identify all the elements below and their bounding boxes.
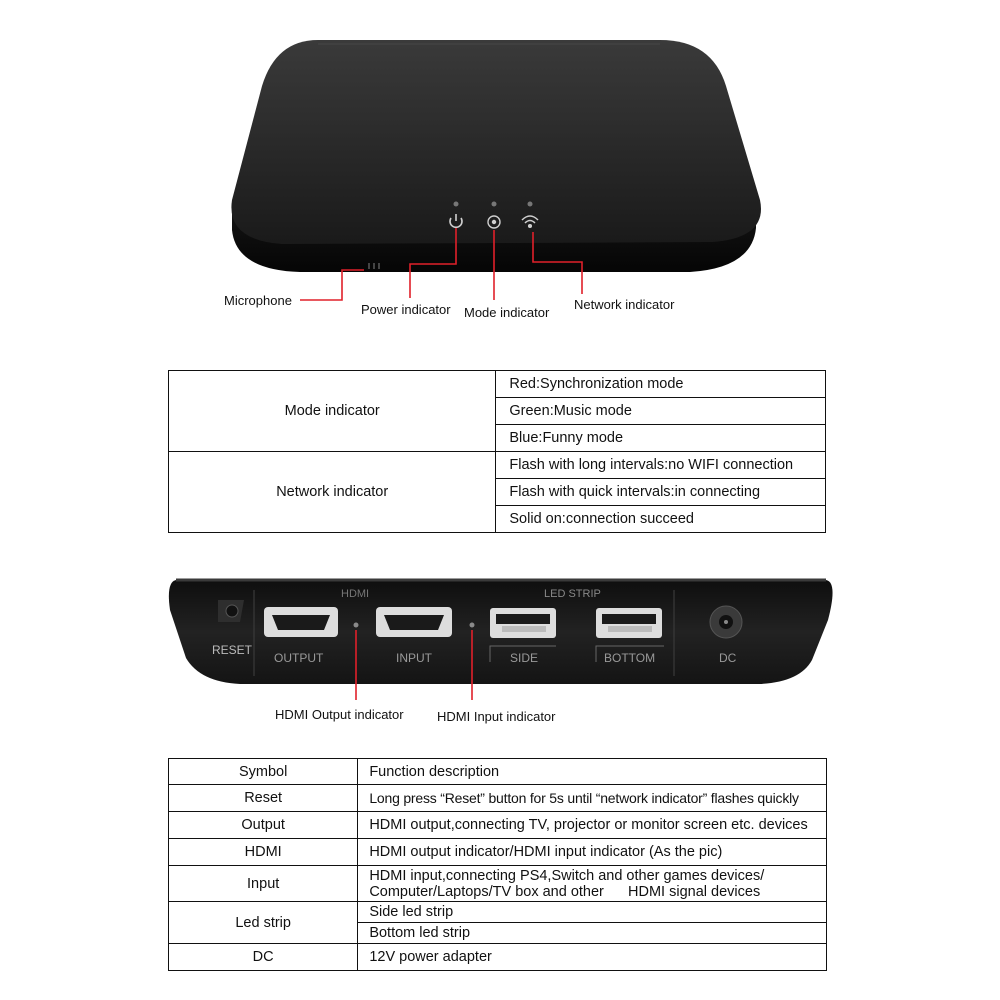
reset-button-icon <box>218 600 244 622</box>
symbol-cell: HDMI <box>169 839 358 866</box>
dc-jack-icon <box>710 606 742 638</box>
symbol-cell: Output <box>169 812 358 839</box>
microphone-callout: Microphone <box>224 293 292 308</box>
device-rear-illustration <box>0 570 1000 700</box>
hdmi-group-label: HDMI <box>341 588 370 600</box>
mode-indicator-label: Mode indicator <box>169 371 496 452</box>
microphone-holes <box>368 263 380 269</box>
function-cell <box>358 866 827 902</box>
symbol-cell: Reset <box>169 785 358 812</box>
power-indicator-callout: Power indicator <box>361 302 451 317</box>
input-label: INPUT <box>396 651 432 665</box>
dc-label: DC <box>719 651 737 665</box>
table-row <box>169 452 826 479</box>
symbol-cell: Led strip <box>169 902 358 944</box>
indicator-table <box>168 370 826 533</box>
reset-label: RESET <box>212 643 253 657</box>
usb-bottom-port-icon <box>596 608 662 638</box>
hdmi-output-port-icon <box>264 607 338 637</box>
function-cell: Side led strip <box>358 902 827 923</box>
table-row <box>169 866 827 902</box>
symbol-header: Symbol <box>169 759 358 785</box>
table-row <box>169 944 827 971</box>
function-cell: 12V power adapter <box>358 944 827 971</box>
mode-indicator-callout: Mode indicator <box>464 305 550 320</box>
bottom-label: BOTTOM <box>604 651 656 665</box>
table-header-row <box>169 759 827 785</box>
network-state-quick: Flash with quick intervals:in connecting <box>496 479 826 506</box>
function-cell: Bottom led strip <box>358 923 827 944</box>
table-row <box>169 902 827 923</box>
function-cell: Long press “Reset” button for 5s until “network indicator” flashes quickly <box>358 785 827 812</box>
network-state-long: Flash with long intervals:no WIFI connection <box>496 452 826 479</box>
mode-state-blue: Blue:Funny mode <box>496 425 826 452</box>
network-indicator-label: Network indicator <box>169 452 496 533</box>
usb-side-port-icon <box>490 608 556 638</box>
device-top-illustration <box>0 0 1000 330</box>
hdmi-input-indicator-callout: HDMI Input indicator <box>437 709 556 724</box>
network-state-solid: Solid on:connection succeed <box>496 506 826 533</box>
output-label: OUTPUT <box>274 651 324 665</box>
mode-state-red: Red:Synchronization mode <box>496 371 826 398</box>
function-line: Computer/Laptops/TV box and other HDMI signal devices <box>369 883 761 900</box>
network-indicator-callout: Network indicator <box>574 297 675 312</box>
function-line: HDMI input,connecting PS4,Switch and other games devices/ <box>369 867 765 884</box>
function-cell: HDMI output indicator/HDMI input indicator (As the pic) <box>358 839 827 866</box>
function-cell: HDMI output,connecting TV, projector or monitor screen etc. devices <box>358 812 827 839</box>
function-header: Function description <box>358 759 827 785</box>
table-row <box>169 839 827 866</box>
symbol-cell: Input <box>169 866 358 902</box>
side-label: SIDE <box>510 651 539 665</box>
mode-state-green: Green:Music mode <box>496 398 826 425</box>
symbol-cell: DC <box>169 944 358 971</box>
function-table <box>168 758 827 971</box>
device-top-face <box>231 40 761 244</box>
table-row <box>169 812 827 839</box>
hdmi-input-port-icon <box>376 607 452 637</box>
table-row <box>169 371 826 398</box>
hdmi-output-indicator-callout: HDMI Output indicator <box>275 707 404 722</box>
led-strip-group-label: LED STRIP <box>544 588 601 600</box>
table-row <box>169 785 827 812</box>
